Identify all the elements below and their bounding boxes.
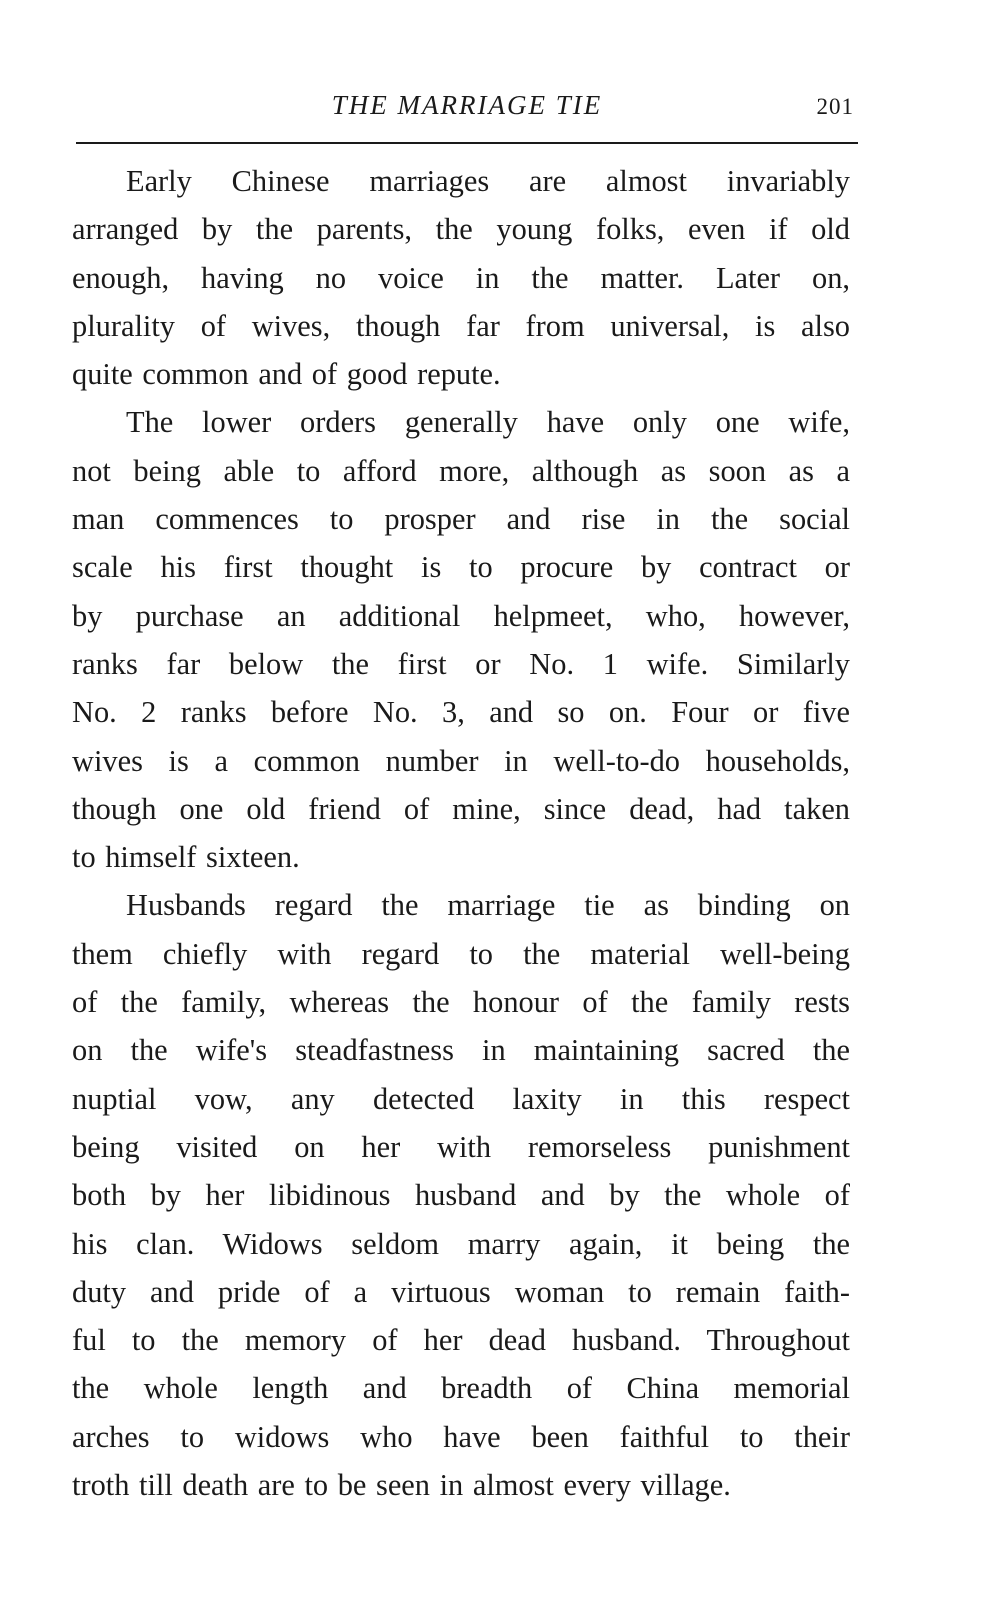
- text-line: quite common and of good repute.: [72, 357, 501, 392]
- text-line: ful to the memory of her dead husband. Throughout: [72, 1323, 850, 1358]
- page-number: 201: [816, 94, 854, 119]
- text-line: No. 2 ranks before No. 3, and so on. Four or five: [72, 695, 850, 730]
- text-line: both by her libidinous husband and by the whole of: [72, 1178, 850, 1213]
- text-line: though one old friend of mine, since dead, had taken: [72, 791, 850, 826]
- text-line: scale his first thought is to procure by contract or: [72, 550, 850, 585]
- text-line: the whole length and breadth of China memorial: [72, 1371, 850, 1406]
- text-line: enough, having no voice in the matter. Later on,: [72, 260, 850, 295]
- text-line: wives is a common number in well-to-do households,: [72, 743, 850, 778]
- text-line: man commences to prosper and rise in the social: [72, 502, 850, 537]
- text-line: to himself sixteen.: [72, 840, 300, 875]
- text-line: arches to widows who have been faithful to their: [72, 1419, 850, 1454]
- running-title: THE MARRIAGE TIE: [331, 90, 603, 120]
- text-line: on the wife's steadfastness in maintaining sacred the: [72, 1033, 850, 1068]
- text-line: of the family, whereas the honour of the family rests: [72, 985, 850, 1020]
- header-rule: [76, 142, 858, 144]
- text-line: being visited on her with remorseless punishment: [72, 1129, 850, 1164]
- text-line: The lower orders generally have only one wife,: [126, 405, 850, 440]
- text-line: troth till death are to be seen in almost every village.: [72, 1468, 731, 1503]
- text-line: them chiefly with regard to the material well-being: [72, 936, 850, 971]
- text-line: not being able to afford more, although as soon as a: [72, 453, 850, 488]
- body-text: [72, 157, 850, 1509]
- text-line: by purchase an additional helpmeet, who, however,: [72, 598, 850, 633]
- text-line: ranks far below the first or No. 1 wife. Similarly: [72, 646, 850, 681]
- text-line: duty and pride of a virtuous woman to remain faith-: [72, 1274, 850, 1309]
- text-line: plurality of wives, though far from universal, is also: [72, 308, 850, 343]
- running-head: [76, 86, 858, 126]
- text-line: Husbands regard the marriage tie as binding on: [126, 888, 850, 923]
- text-line: arranged by the parents, the young folks, even if old: [72, 212, 850, 247]
- text-line: Early Chinese marriages are almost invariably: [126, 164, 850, 198]
- text-line: nuptial vow, any detected laxity in this respect: [72, 1081, 850, 1116]
- text-line: his clan. Widows seldom marry again, it being the: [72, 1226, 850, 1261]
